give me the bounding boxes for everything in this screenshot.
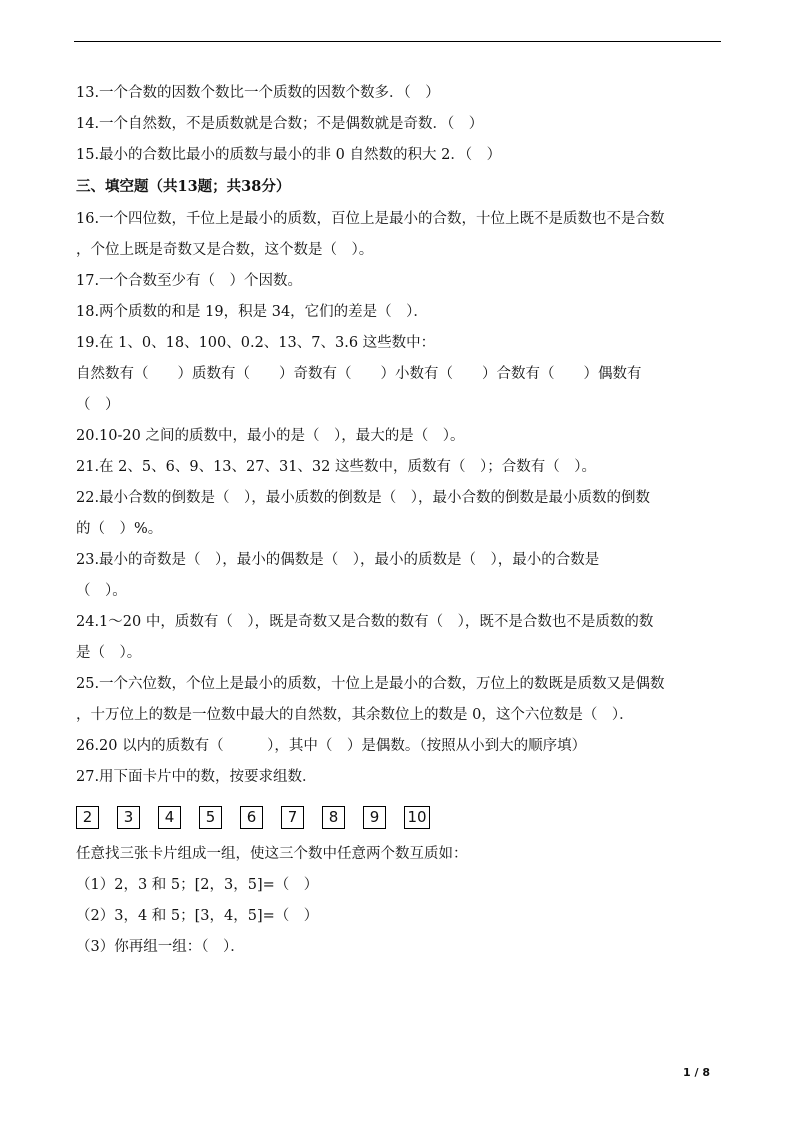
question-16-line1: 16.一个四位数，千位上是最小的质数，百位上是最小的合数，十位上既不是质数也不是合数 bbox=[76, 211, 665, 227]
question-19-line3: （ ） bbox=[76, 397, 120, 413]
question-22-line2: 的（ ）%。 bbox=[76, 521, 163, 537]
section-title: 三、填空题（共13题；共38分） bbox=[76, 178, 291, 195]
number-card: 8 bbox=[322, 806, 345, 829]
question-22-line1: 22.最小合数的倒数是（ ），最小质数的倒数是（ ），最小合数的倒数是最小质数的倒数 bbox=[76, 490, 651, 506]
question-27-instruction: 任意找三张卡片组成一组，使这三个数中任意两个数互质如： bbox=[76, 846, 468, 862]
number-card: 5 bbox=[199, 806, 222, 829]
question-16-line2: ，个位上既是奇数又是合数，这个数是（ ）。 bbox=[76, 242, 374, 258]
question-14: 14.一个自然数，不是质数就是合数；不是偶数就是奇数．（ ） bbox=[76, 116, 484, 132]
number-card: 2 bbox=[76, 806, 99, 829]
question-23-line1: 23.最小的奇数是（ ），最小的偶数是（ ），最小的质数是（ ），最小的合数是 bbox=[76, 552, 600, 568]
number-card: 7 bbox=[281, 806, 304, 829]
question-26: 26.20 以内的质数有（ ），其中（ ）是偶数。（按照从小到大的顺序填） bbox=[76, 738, 587, 754]
question-15: 15.最小的合数比最小的质数与最小的非 0 自然数的积大 2．（ ） bbox=[76, 147, 502, 163]
page-number: 1 / 8 bbox=[683, 1066, 710, 1079]
question-17: 17.一个合数至少有（ ）个因数。 bbox=[76, 273, 303, 289]
number-card: 10 bbox=[404, 806, 430, 829]
number-card: 6 bbox=[240, 806, 263, 829]
number-card: 3 bbox=[117, 806, 140, 829]
question-27-part1: （1）2，3 和 5；[2，3，5]=（ ） bbox=[76, 877, 319, 893]
question-24-line1: 24.1～20 中，质数有（ ），既是奇数又是合数的数有（ ），既不是合数也不是质数的数 bbox=[76, 614, 654, 630]
question-21: 21.在 2、5、6、9、13、27、31、32 这些数中，质数有（ ）；合数有（ ）。 bbox=[76, 459, 596, 475]
number-cards bbox=[76, 795, 721, 839]
question-23-line2: （ ）。 bbox=[76, 583, 127, 599]
number-card: 9 bbox=[363, 806, 386, 829]
question-18: 18.两个质数的和是 19，积是 34，它们的差是（ ）． bbox=[76, 304, 428, 320]
question-27: 27.用下面卡片中的数，按要求组数． bbox=[76, 769, 317, 785]
question-27-part3: （3）你再组一组：（ ）． bbox=[76, 939, 245, 955]
question-20: 20.10-20 之间的质数中，最小的是（ ），最大的是（ ）。 bbox=[76, 428, 465, 444]
question-13: 13.一个合数的因数个数比一个质数的因数个数多．（ ） bbox=[76, 85, 440, 101]
number-card: 4 bbox=[158, 806, 181, 829]
question-19-line2: 自然数有（ ）质数有（ ）奇数有（ ）小数有（ ）合数有（ ）偶数有 bbox=[76, 366, 642, 382]
question-24-line2: 是（ ）。 bbox=[76, 645, 142, 661]
question-25-line2: ，十万位上的数是一位数中最大的自然数，其余数位上的数是 0，这个六位数是（ ）． bbox=[76, 707, 634, 723]
question-27-part2: （2）3，4 和 5；[3，4，5]=（ ） bbox=[76, 908, 319, 924]
question-25-line1: 25.一个六位数，个位上是最小的质数，十位上是最小的合数，万位上的数既是质数又是偶数 bbox=[76, 676, 665, 692]
header-rule bbox=[74, 41, 721, 42]
question-19-line1: 19.在 1、0、18、100、0.2、13、7、3.6 这些数中： bbox=[76, 335, 436, 351]
page-content bbox=[76, 78, 721, 963]
